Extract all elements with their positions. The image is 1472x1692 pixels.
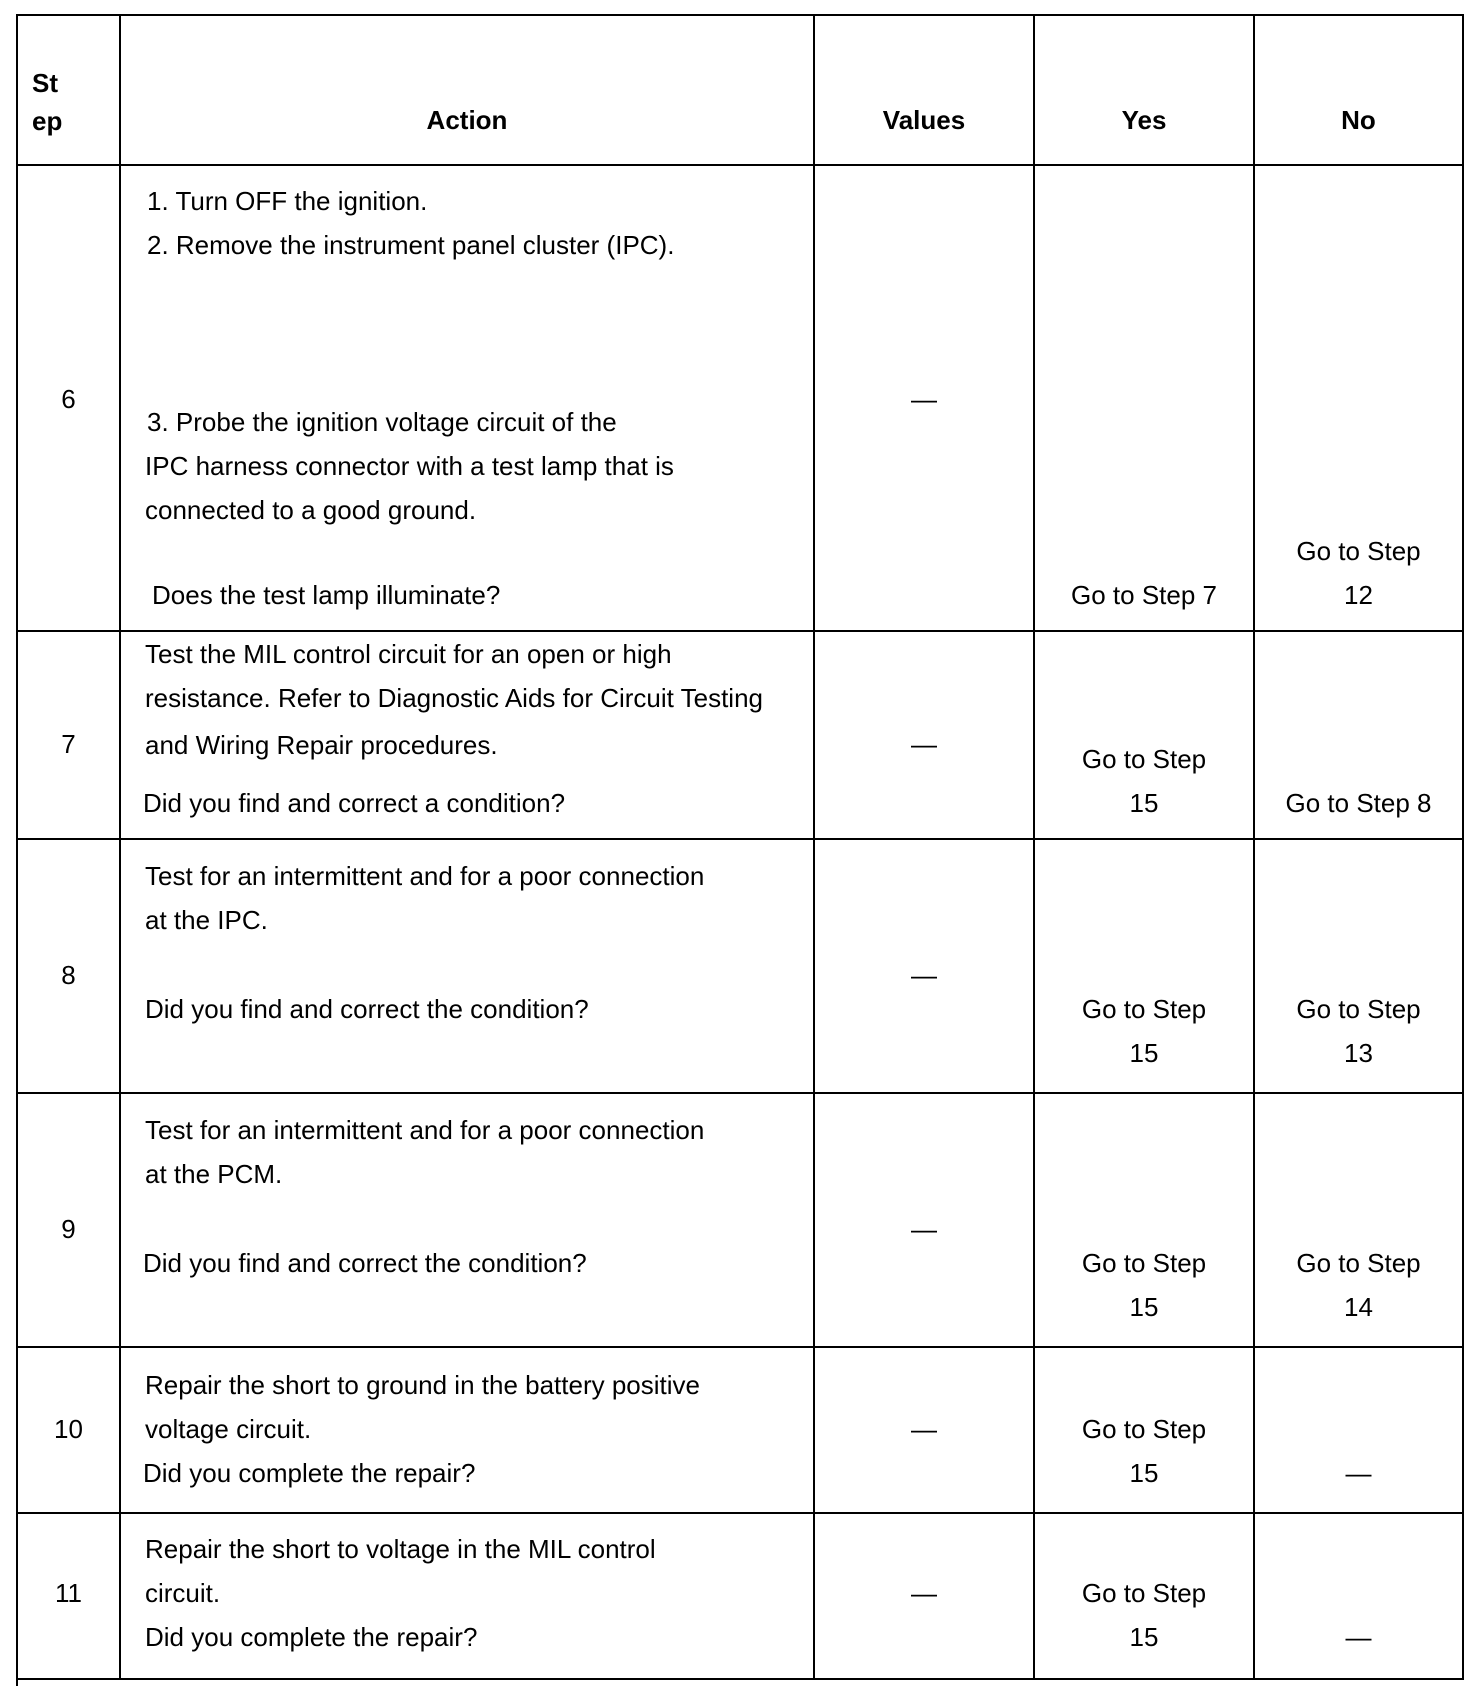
action-cell xyxy=(121,1094,815,1346)
action-question: Did you complete the repair? xyxy=(145,1622,478,1652)
no-dash: — xyxy=(1345,1622,1372,1652)
action-cell xyxy=(121,166,815,630)
yes-cell xyxy=(1035,1094,1255,1346)
header-yes-cell xyxy=(1035,16,1255,164)
values-cell xyxy=(815,1348,1035,1512)
header-row xyxy=(18,16,1464,166)
step-cell xyxy=(18,166,121,630)
action-line: Test for an intermittent and for a poor connection xyxy=(145,1115,705,1145)
table-row xyxy=(18,840,1464,1094)
yes-line: 15 xyxy=(1129,1458,1159,1488)
header-action: Action xyxy=(426,105,508,135)
header-no: No xyxy=(1341,105,1376,135)
action-line: voltage circuit. xyxy=(145,1414,312,1444)
yes-line: Go to Step xyxy=(1081,1248,1207,1278)
action-line: at the IPC. xyxy=(145,905,268,935)
no-cell xyxy=(1255,632,1464,838)
yes-cell xyxy=(1035,840,1255,1092)
action-line: Test for an intermittent and for a poor connection xyxy=(145,861,705,891)
values-cell xyxy=(815,1514,1035,1678)
action-question: Did you complete the repair? xyxy=(143,1458,476,1488)
step-number: 7 xyxy=(61,729,76,759)
no-cell xyxy=(1255,166,1464,630)
no-dash: — xyxy=(1345,1458,1372,1488)
no-cell xyxy=(1255,1348,1464,1512)
action-line: resistance. Refer to Diagnostic Aids for Circuit Testing xyxy=(145,683,764,713)
action-line: Test the MIL control circuit for an open or high xyxy=(145,639,672,669)
action-line: 2. Remove the instrument panel cluster (IPC). xyxy=(147,230,675,260)
table-row xyxy=(18,166,1464,632)
yes-line: 15 xyxy=(1129,1038,1159,1068)
yes-line: Go to Step xyxy=(1081,1414,1207,1444)
action-cell xyxy=(121,840,815,1092)
action-line: IPC harness connector with a test lamp that is xyxy=(145,451,674,481)
step-number: 10 xyxy=(54,1414,83,1444)
yes-line: 15 xyxy=(1129,1622,1159,1652)
yes-line: Go to Step xyxy=(1081,994,1207,1024)
no-line: Go to Step xyxy=(1296,1248,1421,1278)
header-values: Values xyxy=(882,105,966,135)
step-number: 9 xyxy=(61,1214,76,1244)
yes-cell xyxy=(1035,166,1255,630)
action-line: 1. Turn OFF the ignition. xyxy=(147,186,428,216)
table-row xyxy=(18,1094,1464,1348)
action-line: Repair the short to ground in the battery positive xyxy=(145,1370,700,1400)
values-dash: — xyxy=(911,1214,937,1244)
yes-cell xyxy=(1035,632,1255,838)
values-dash: — xyxy=(911,729,937,759)
values-dash: — xyxy=(911,1578,937,1608)
diagnostic-table xyxy=(16,14,1464,1686)
no-cell xyxy=(1255,1514,1464,1678)
yes-cell xyxy=(1035,1348,1255,1512)
values-cell xyxy=(815,1094,1035,1346)
action-question: Did you find and correct the condition? xyxy=(143,1248,587,1278)
yes-line: 15 xyxy=(1129,1292,1159,1322)
action-line: connected to a good ground. xyxy=(145,495,477,525)
step-cell xyxy=(18,1348,121,1512)
values-cell xyxy=(815,166,1035,630)
header-step-line2: ep xyxy=(32,106,63,136)
action-cell xyxy=(121,1514,815,1678)
action-line: Repair the short to voltage in the MIL control xyxy=(145,1534,656,1564)
step-number: 11 xyxy=(55,1578,82,1608)
action-question: Does the test lamp illuminate? xyxy=(152,580,501,610)
yes-line: Go to Step xyxy=(1081,744,1207,774)
table-row xyxy=(18,632,1464,840)
action-line: at the PCM. xyxy=(145,1159,283,1189)
action-cell xyxy=(121,632,815,838)
no-line: Go to Step xyxy=(1296,536,1421,566)
step-number: 6 xyxy=(61,384,76,414)
action-cell xyxy=(121,1348,815,1512)
header-step-cell xyxy=(18,16,121,164)
header-yes: Yes xyxy=(1121,105,1167,135)
yes-line: Go to Step 7 xyxy=(1071,580,1217,610)
values-cell xyxy=(815,632,1035,838)
step-number: 8 xyxy=(61,960,76,990)
header-values-cell xyxy=(815,16,1035,164)
action-question: Did you find and correct a condition? xyxy=(143,788,566,818)
yes-line: 15 xyxy=(1129,788,1159,818)
no-line: Go to Step 8 xyxy=(1285,788,1432,818)
table-row xyxy=(18,1514,1464,1680)
yes-line: Go to Step xyxy=(1081,1578,1207,1608)
values-cell xyxy=(815,840,1035,1092)
header-no-cell xyxy=(1255,16,1464,164)
action-question: Did you find and correct the condition? xyxy=(145,994,589,1024)
no-line: 13 xyxy=(1344,1038,1373,1068)
step-cell xyxy=(18,632,121,838)
action-line: circuit. xyxy=(145,1578,221,1608)
header-action-cell xyxy=(121,16,815,164)
step-cell xyxy=(18,1514,121,1678)
step-cell xyxy=(18,1094,121,1346)
no-line: 12 xyxy=(1344,580,1373,610)
action-line: 3. Probe the ignition voltage circuit of the xyxy=(147,407,617,437)
values-dash: — xyxy=(911,960,937,990)
no-cell xyxy=(1255,840,1464,1092)
no-line: Go to Step xyxy=(1296,994,1421,1024)
yes-cell xyxy=(1035,1514,1255,1678)
header-step-line1: St xyxy=(32,68,58,98)
step-cell xyxy=(18,840,121,1092)
values-dash: — xyxy=(911,1414,937,1444)
no-cell xyxy=(1255,1094,1464,1346)
no-line: 14 xyxy=(1344,1292,1373,1322)
table-row xyxy=(18,1348,1464,1514)
action-line: and Wiring Repair procedures. xyxy=(145,730,498,760)
values-dash: — xyxy=(911,384,937,414)
